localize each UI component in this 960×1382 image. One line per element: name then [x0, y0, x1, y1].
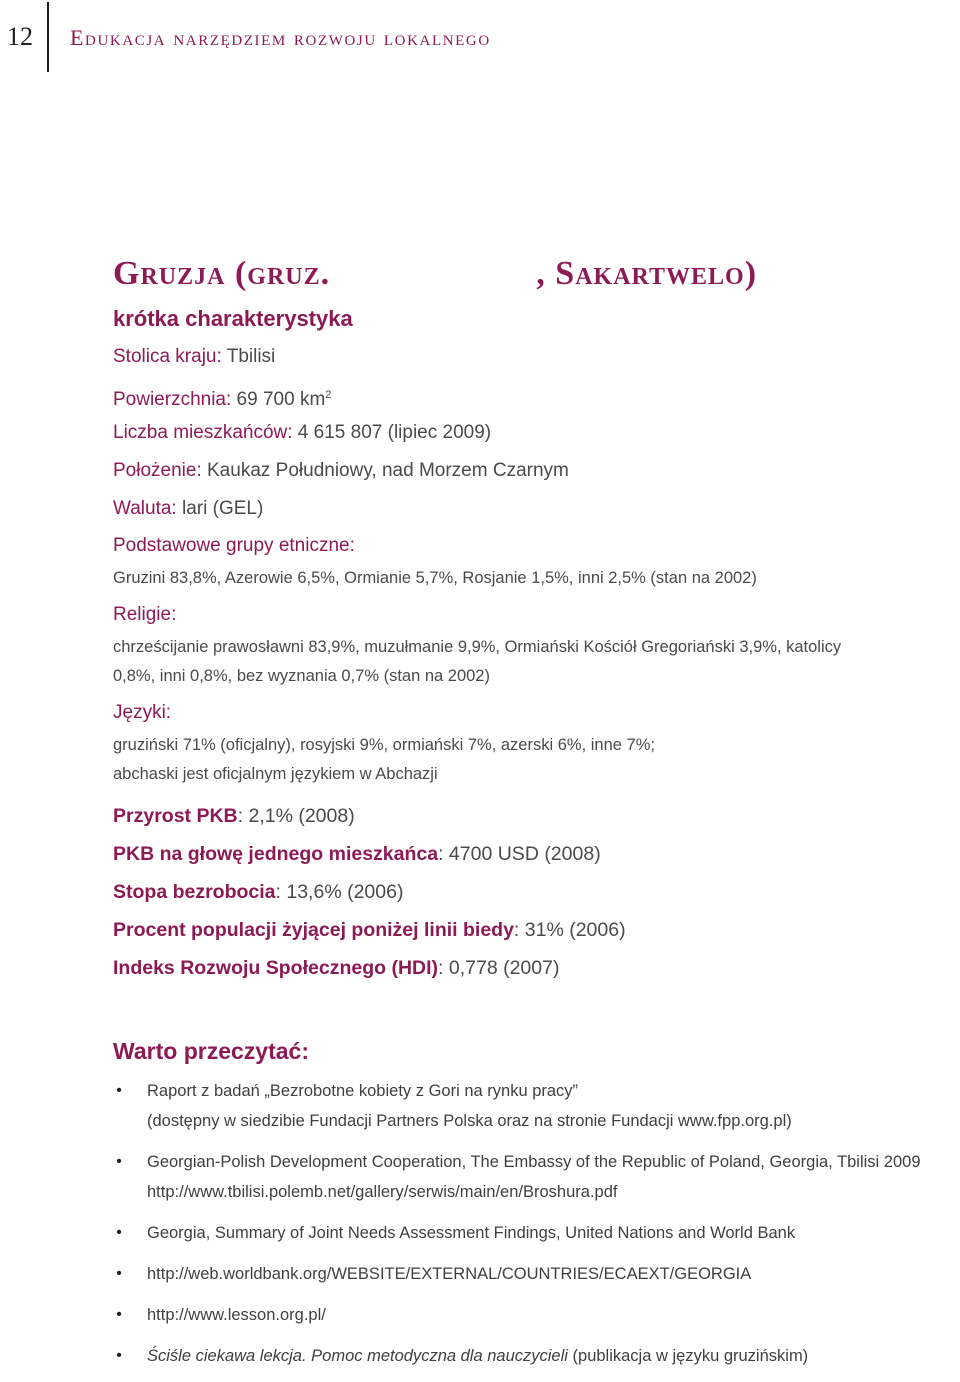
section-ethnic-groups-text: [113, 564, 958, 593]
bullet-icon: •: [116, 1306, 122, 1323]
fact-label: Waluta:: [113, 498, 177, 519]
reading-item: [113, 1300, 958, 1330]
reading-item-link[interactable]: http://www.tbilisi.polemb.net/gallery/serwis/main/en/Broshura.pdf: [147, 1183, 618, 1201]
bullet-icon: •: [116, 1224, 122, 1241]
fact-value: 69 700 km: [231, 389, 326, 410]
reading-item-note: (publikacja w języku gruzińskim): [567, 1347, 809, 1365]
reading-item: [113, 1076, 958, 1136]
reading-item-note: (dostępny w siedzibie Fundacji Partners Polska oraz na stronie Fundacji www.fpp.org.pl): [147, 1112, 792, 1130]
fact-label: Położenie:: [113, 460, 202, 481]
section-ethnic-groups-label: Podstawowe grupy etniczne:: [113, 535, 355, 556]
section-languages-text: [113, 731, 958, 789]
fact-value: Tbilisi: [221, 346, 276, 367]
section-line: gruziński 71% (oficjalny), rosyjski 9%, ormiański 7%, azerski 6%, inne 7%;: [113, 736, 655, 754]
fact-label: Liczba mieszkańców:: [113, 422, 293, 443]
stat-gdp-growth: [113, 797, 958, 835]
reading-item-title: Georgia, Summary of Joint Needs Assessment Findings, United Nations and World Bank: [147, 1224, 796, 1242]
fact-superscript: 2: [325, 389, 332, 401]
bullet-icon: •: [116, 1265, 122, 1282]
fact-currency: [113, 490, 958, 528]
reading-title: Warto przeczytać:: [113, 1038, 309, 1064]
reading-item-link[interactable]: http://web.worldbank.org/WEBSITE/EXTERNAL/COUNTRIES/ECAEXT/GEORGIA: [147, 1265, 752, 1283]
section-languages-label: Języki:: [113, 702, 172, 723]
stat-hdi: [113, 949, 958, 987]
section-line: chrześcijanie prawosławni 83,9%, muzułmanie 9,9%, Ormiański Kościół Gregoriański 3,9%, katolicy: [113, 638, 842, 656]
section-line: abchaski jest oficjalnym językiem w Abchazji: [113, 765, 438, 783]
fact-population: [113, 414, 958, 452]
stat-unemployment: [113, 873, 958, 911]
reading-item-link[interactable]: http://www.lesson.org.pl/: [147, 1306, 326, 1324]
stat-value: : 31% (2006): [513, 919, 626, 941]
reading-item: [113, 1259, 958, 1289]
fact-value: lari (GEL): [176, 498, 264, 519]
reading-item-italic-title: Ściśle ciekawa lekcja. Pomoc metodyczna dla nauczycieli: [147, 1347, 568, 1365]
section-line: Gruzini 83,8%, Azerowie 6,5%, Ormianie 5,7%, Rosjanie 1,5%, inni 2,5% (stan na 2002): [113, 569, 757, 587]
section-religions-text: [113, 633, 958, 691]
fact-label: Powierzchnia:: [113, 389, 232, 410]
running-header-title: Edukacja narzędziem rozwoju lokalnego: [70, 25, 491, 50]
fact-location: [113, 452, 958, 490]
reading-item: [113, 1147, 958, 1207]
country-profile: [113, 248, 958, 987]
stat-label: PKB na głowę jednego mieszkańca: [113, 843, 439, 865]
fact-value: 4 615 807 (lipiec 2009): [292, 422, 492, 443]
bullet-icon: •: [116, 1153, 122, 1170]
stat-value: : 4700 USD (2008): [438, 843, 601, 865]
stat-label: Procent populacji żyjącej poniżej linii biedy: [113, 919, 514, 941]
stat-value: : 13,6% (2006): [275, 881, 404, 903]
section-religions-label: Religie:: [113, 604, 177, 625]
header-divider: [47, 2, 49, 72]
stat-gdp-per-capita: [113, 835, 958, 873]
fact-label: Stolica kraju:: [113, 346, 222, 367]
reading-item-title: Georgian-Polish Development Cooperation, The Embassy of the Republic of Poland, Georgia, Tbilisi 2009: [147, 1153, 921, 1171]
stat-label: Przyrost PKB: [113, 805, 238, 827]
reading-list: [113, 1076, 958, 1382]
reading-item: [113, 1341, 958, 1371]
bullet-icon: •: [116, 1082, 122, 1099]
fact-capital: [113, 338, 958, 376]
stat-poverty: [113, 911, 958, 949]
reading-item-title: Raport z badań „Bezrobotne kobiety z Gori na rynku pracy”: [147, 1082, 579, 1100]
fact-area: [113, 376, 958, 414]
reading-item: [113, 1218, 958, 1248]
reading-item-title: [147, 1341, 958, 1371]
bullet-icon: •: [116, 1347, 122, 1364]
stat-value: : 2,1% (2008): [237, 805, 355, 827]
page-number: 12: [7, 22, 33, 51]
section-line: 0,8%, inni 0,8%, bez wyznania 0,7% (stan na 2002): [113, 667, 490, 685]
country-title: Gruzja (gruz. საქართველო, Sakartwelo): [113, 255, 758, 292]
fact-value: Kaukaz Południowy, nad Morzem Czarnym: [201, 460, 569, 481]
stat-label: Indeks Rozwoju Społecznego (HDI): [113, 957, 439, 979]
profile-subtitle: krótka charakterystyka: [113, 306, 353, 331]
stat-value: : 0,778 (2007): [438, 957, 560, 979]
stat-label: Stopa bezrobocia: [113, 881, 276, 903]
